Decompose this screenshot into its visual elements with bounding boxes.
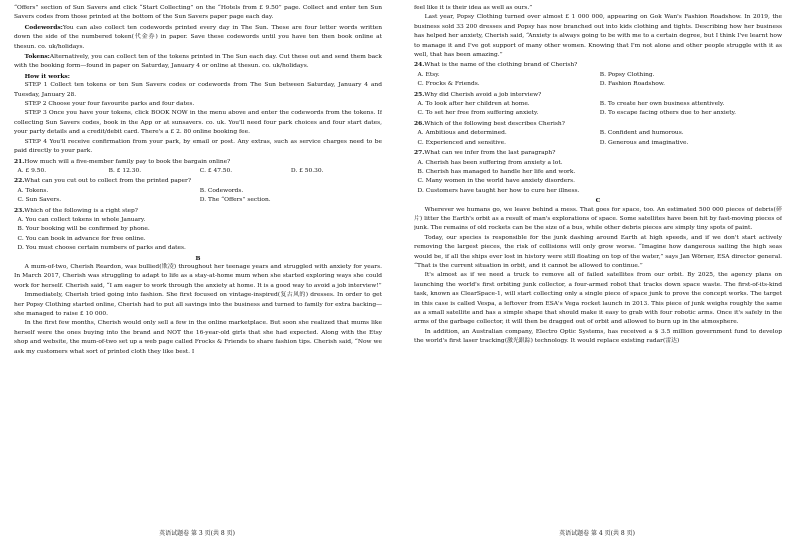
option-c: C. £ 47.50. bbox=[199, 167, 233, 174]
step-2: STEP 2 Choose your four favourite parks and four dates. bbox=[24, 101, 195, 108]
option-c: C. Frocks & Friends. bbox=[417, 81, 480, 88]
option-a: A. You can collect tokens in whole January. bbox=[17, 216, 146, 223]
how-it-works-heading: How it works: bbox=[24, 72, 70, 80]
question-stem: Why did Cherish avoid a job interview? bbox=[424, 91, 542, 98]
question-23 bbox=[14, 206, 382, 254]
question-number: 26. bbox=[414, 119, 425, 127]
codewords-paragraph bbox=[14, 23, 382, 52]
option-c: C. To set her free from suffering anxiety. bbox=[417, 110, 539, 117]
passage-b-paragraph-4: Last year, Popsy Clothing turned over almost £ 1 000 000, appearing on Gok Wan's Fashion Roadshow. In 2019, the business sold 33 200 dresses and Popsy has now branched out into kids clothing and tights. Describing how her business has helped her anxiety, Cherish said, “Anxiety is always going to be with me to a certain degree, but I think I've learnt how to manage it and I've got support of many other women. Knowing that I'm not alone and other people struggle with it as well, that has been amazing.” bbox=[414, 14, 782, 59]
question-stem: Which of the following is a right step? bbox=[24, 207, 138, 214]
option-b: B. Popsy Clothing. bbox=[599, 71, 655, 78]
passage-c-paragraph-4: In addition, an Australian company, Electro Optic Systems, has received a $ 3.5 million government fund to develop the world's first laser tracking(激光跟踪) technology. It would replace existing radar(雷达) bbox=[414, 328, 782, 345]
option-b: B. To create her own business attentively. bbox=[599, 101, 725, 108]
question-number: 21. bbox=[14, 157, 25, 165]
question-26 bbox=[414, 119, 782, 148]
option-b: B. Cherish has managed to handle her life and work. bbox=[417, 168, 576, 175]
question-25 bbox=[414, 90, 782, 119]
intro-paragraph: “Offers” section of Sun Savers and click “Start Collecting” on the “Hotels from £ 9.50” page. Collect and enter ten Sun Savers codes from those printed at the bottom of the Sun Savers paper page each day. bbox=[14, 5, 382, 21]
option-c: C. Sun Savers. bbox=[17, 197, 62, 204]
question-stem: Which of the following best describes Cherish? bbox=[424, 120, 565, 127]
option-d: D. You must choose certain numbers of parks and dates. bbox=[17, 245, 186, 252]
left-page bbox=[6, 0, 388, 543]
passage-b-paragraph-2: Immediately, Cherish tried going into fashion. She first focused on vintage-inspired(复古风的) dresses. In order to get her Popsy Clothing started online, Cherish had to put all savings into the business and turned to family for extra backing—she managed to raise £ 10 000. bbox=[14, 292, 382, 317]
option-b: B. Your booking will be confirmed by phone. bbox=[17, 226, 150, 233]
option-c: C. Many women in the world have anxiety disorders. bbox=[417, 178, 576, 185]
option-b: B. Confident and humorous. bbox=[599, 130, 684, 137]
codewords-label: Codewords: bbox=[24, 23, 63, 31]
codewords-text: You can also collect ten codewords printed every day in The Sun. These are four letter words written down the side of the numbered token(代金券) in paper. Save these codewords until you have ten then book online at thesun. co. uk/holidays. bbox=[14, 24, 382, 50]
question-22 bbox=[14, 176, 382, 205]
right-page bbox=[406, 0, 788, 543]
section-c-heading: C bbox=[595, 197, 601, 205]
option-d: D. Fashion Roadshow. bbox=[599, 81, 665, 88]
passage-c-paragraph-2: Today, our species is responsible for the junk dashing around Earth at high speeds, and if we don't start actively removing the largest pieces, the risk of collisions will only grow worse. “Imagine how dangerous sailing the high seas would be, if all the ships ever lost in history were still floating on top of the water,” says Jan Wörner, ESA director general. “That is the current situation in orbit, and it cannot be allowed to continue.” bbox=[414, 234, 782, 269]
left-column bbox=[14, 4, 382, 519]
question-stem: How much will a five-member family pay to book the bargain online? bbox=[24, 158, 231, 165]
section-b-heading: B bbox=[195, 254, 201, 262]
right-column bbox=[414, 4, 782, 519]
tokens-text: Alternatively, you can collect ten of the tokens printed in The Sun each day. Cut these out and send them back with the booking form—found in paper on Saturday, January 4 or online at thesun. co. uk/holidays. bbox=[14, 54, 382, 70]
option-a: A. Tokens. bbox=[17, 187, 49, 194]
tokens-label: Tokens: bbox=[24, 53, 50, 61]
option-a: A. Etsy. bbox=[417, 71, 440, 78]
option-d: D. The “Offers” section. bbox=[199, 197, 271, 204]
passage-c-paragraph-3: It's almost as if we need a truck to remove all of failed satellites from our orbit. By 2025, the agency plans on launching the world's first orbiting junk collector, a four-armed robot that tracks down space waste. The first-of-its-kind task, known as ClearSpace-1, will start collecting only a single piece of space junk to prove the concept works. The target in this case is called Vespa, a leftover from ESA's Vega rocket launch in 2013. This piece of junk weighs roughly the same as a small satellite and has a simple shape that should make it easy to grab with four robotic arms. Once it's safely in the arms of the garbage collector, it will then be dragged out of orbit and allowed to burn up in the atmosphere. bbox=[414, 272, 782, 326]
step-1: STEP 1 Collect ten tokens or ten Sun Savers codes or codewords from The Sun between Saturday, January 4 and Tuesday, January 28. bbox=[14, 82, 382, 98]
option-a: A. To look after her children at home. bbox=[417, 101, 530, 108]
question-number: 23. bbox=[14, 206, 25, 214]
tokens-paragraph bbox=[14, 52, 382, 72]
passage-b-paragraph-3: In the first few months, Cherish would only sell a few in the online marketplace. But soon she realized that mums like herself were the ones buying into the brand and NOT the 16-year-old girls that she had expected. Along with the Etsy shop and website, the mum-of-two set up a web page called Frocks & Friends to share fashion tips. Cherish said, “Now we ask my customers what sort of printed cloth they like best. I bbox=[14, 320, 382, 355]
continued-quote: feel like it is their idea as well as ours.” bbox=[414, 5, 533, 11]
option-a: A. Ambitious and determined. bbox=[417, 130, 507, 137]
question-stem: What is the name of the clothing brand of Cherish? bbox=[424, 62, 578, 69]
question-number: 25. bbox=[414, 90, 425, 98]
option-b: B. Codewords. bbox=[199, 187, 244, 194]
option-d: D. To escape facing others due to her anxiety. bbox=[599, 110, 737, 117]
step-3: STEP 3 Once you have your tokens, click BOOK NOW in the menu above and enter the codewords from the tokens. If collecting Sun Savers codes, book in the App or at sunsavers. co. uk. You'll need four park choices and four start dates, your party details and a credit/debit card. There's a £ 2. 80 online booking fee. bbox=[14, 110, 382, 136]
option-c: C. You can book in advance for free online. bbox=[17, 235, 146, 242]
question-number: 22. bbox=[14, 177, 25, 185]
option-d: D. Customers have taught her how to cure her illness. bbox=[417, 187, 580, 194]
page-footer: 英语试题卷 第 4 页(共 8 页) bbox=[559, 530, 635, 537]
question-number: 27. bbox=[414, 149, 425, 157]
question-stem: What can we infer from the last paragraph? bbox=[424, 150, 556, 157]
question-21 bbox=[14, 157, 382, 177]
passage-c-paragraph-1: Wherever we humans go, we leave behind a mess. That goes for space, too. An estimated 500 000 pieces of debris(碎片) litter the Earth's orbit as a result of man's explorations of space. Some satellites have been hit by fast-moving pieces of junk. The remains of old rockets can be the size of a bus, while other debris pieces are simply tiny spots of paint. bbox=[414, 206, 782, 232]
option-d: D. £ 50.30. bbox=[290, 167, 324, 174]
option-a: A. Cherish has been suffering from anxiety a lot. bbox=[417, 159, 563, 166]
option-b: B. £ 12.30. bbox=[108, 167, 142, 174]
question-stem: What can you cut out to collect from the printed paper? bbox=[24, 178, 191, 185]
page-footer: 英语试题卷 第 3 页(共 8 页) bbox=[159, 530, 235, 537]
option-c: C. Experienced and sensitive. bbox=[417, 139, 506, 146]
question-24 bbox=[414, 60, 782, 89]
passage-b-paragraph-1: A mum-of-two, Cherish Reardon, was bullied(欺凌) throughout her teenage years and struggled with anxiety for years. In March 2017, Cherish was struggling to adapt to life as a stay-at-home mum when she started exploring ways she could work for herself. Cherish said, “I am eager to work through the anxiety at home. It is a good way to avoid a job interview!” bbox=[14, 263, 382, 289]
question-number: 24. bbox=[414, 61, 425, 69]
step-4: STEP 4 You'll receive confirmation from your park, by email or post. Any extras, such as service charges need to be paid directly to your park. bbox=[14, 138, 382, 155]
question-27 bbox=[414, 148, 782, 196]
option-a: A. £ 9.50. bbox=[17, 167, 47, 174]
option-d: D. Generous and imaginative. bbox=[599, 139, 689, 146]
